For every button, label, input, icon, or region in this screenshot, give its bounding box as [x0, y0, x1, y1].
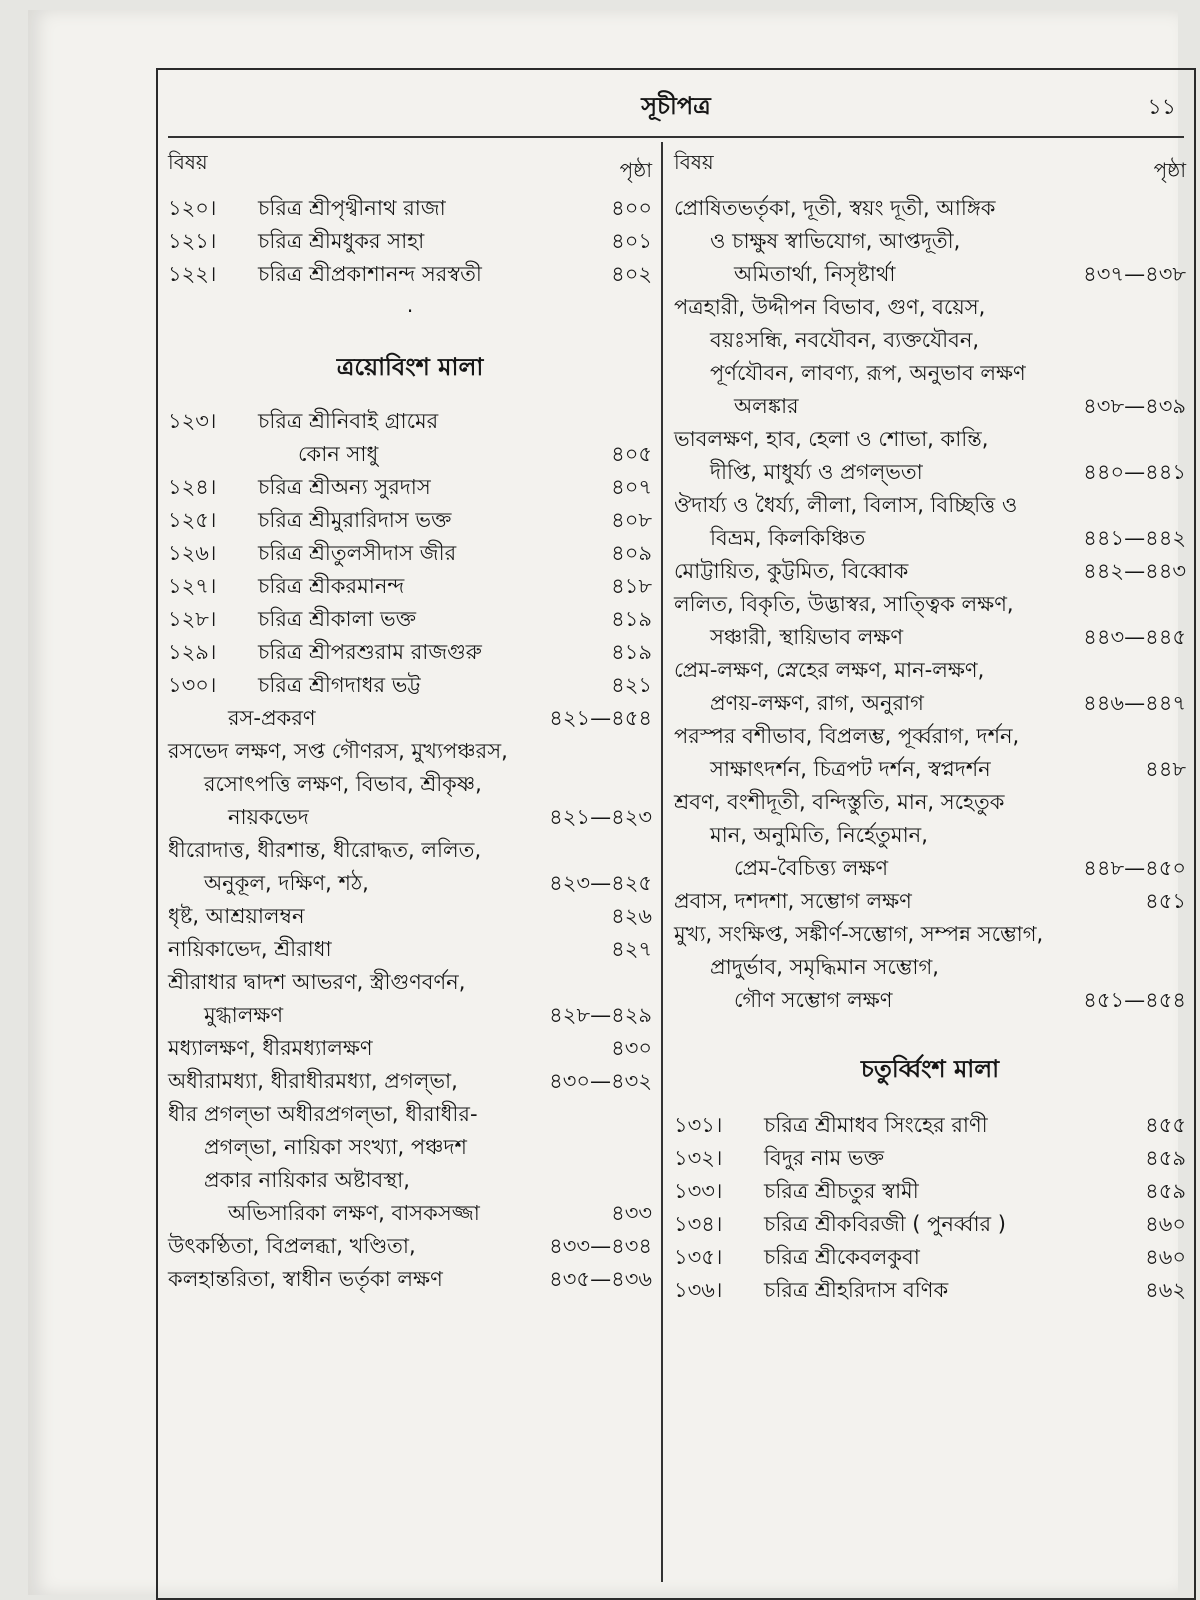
subject-label: বিষয় [168, 150, 208, 174]
topic-entry [168, 1230, 652, 1263]
chapter-number: ১৩২। [674, 1146, 723, 1170]
topic-page: ৪৩৭—৪৩৮ [1083, 262, 1186, 286]
chapter-title: চরিত্র শ্রীমধুকর সাহা [258, 229, 425, 253]
topic-page: ৪২১—৪৫৪ [549, 706, 652, 730]
topic-text: অলঙ্কার [734, 394, 799, 418]
chapter-page: ৪৬২ [1145, 1278, 1186, 1302]
chapter-title: চরিত্র শ্রীতুলসীদাস জীর [258, 541, 457, 565]
topic-line [674, 456, 1186, 489]
topic-text: রস-প্রকরণ [228, 706, 316, 730]
topic-page: ৪৩৩ [611, 1201, 652, 1225]
topic-line [168, 1197, 652, 1230]
chapter-title: চরিত্র শ্রীপ্রকাশানন্দ সরস্বতী [258, 262, 482, 286]
chapter-title: চরিত্র শ্রীমাধব সিংহের রাণী [764, 1113, 988, 1137]
topic-line [674, 852, 1186, 885]
topic-text: বিভ্রম, কিলকিঞ্চিত [710, 526, 866, 550]
section-title-23: ত্রয়োবিংশ মালা [336, 353, 484, 381]
chapter-page: ৪২১ [611, 673, 652, 697]
chapter-row [168, 504, 652, 537]
topic-entry [168, 1032, 652, 1065]
topic-line [674, 753, 1186, 786]
topic-line: প্রেম-লক্ষণ, স্নেহের লক্ষণ, মান-লক্ষণ, [674, 658, 985, 682]
chapter-number: ১২০। [168, 196, 217, 220]
chapter-number: ১২৫। [168, 508, 217, 532]
right-column [674, 148, 1186, 1307]
topic-text: প্রবাস, দশদশা, সম্ভোগ লক্ষণ [674, 889, 912, 913]
topic-page: ৪৩৮—৪৩৯ [1083, 394, 1186, 418]
topic-line: প্রাদুর্ভাব, সমৃদ্ধিমান সম্ভোগ, [710, 955, 939, 979]
topic-text: নায়কভেদ [228, 805, 309, 829]
column-divider [661, 142, 663, 1582]
topic-page: ৪২১—৪২৩ [549, 805, 652, 829]
chapter-number: ১৩০। [168, 673, 217, 697]
subject-label: বিষয় [674, 150, 714, 174]
chapter-row [168, 570, 652, 603]
chapter-number: ১২৩। [168, 409, 217, 433]
chapter-page: ৪৬০ [1145, 1245, 1186, 1269]
chapter-title: চরিত্র শ্রীনিবাই গ্রামের [258, 409, 439, 433]
content-frame [156, 68, 1196, 1600]
topic-line [674, 390, 1186, 423]
topic-entry [674, 555, 1186, 588]
topic-text: প্রণয়-লক্ষণ, রাগ, অনুরাগ [710, 691, 924, 715]
topic-line [674, 522, 1186, 555]
chapter-page: ৪০১ [611, 229, 652, 253]
chapter-title: চরিত্র শ্রীহরিদাস বণিক [764, 1278, 949, 1302]
topic-text: সাক্ষাৎদর্শন, চিত্রপট দর্শন, স্বপ্নদর্শন [710, 757, 991, 781]
right-column-header [674, 148, 1186, 192]
topic-page: ৪২৭ [611, 937, 652, 961]
chapter-row [674, 1274, 1186, 1307]
topic-entry [168, 1098, 652, 1230]
topic-entry [674, 588, 1186, 654]
chapter-row [168, 669, 652, 702]
topic-line [674, 555, 1186, 588]
topic-line: ভাবলক্ষণ, হাব, হেলা ও শোভা, কান্তি, [674, 427, 989, 451]
chapter-title: চরিত্র শ্রীপৃথ্বীনাথ রাজা [258, 196, 446, 220]
topic-line: ধীর প্রগল্ভা অধীরপ্রগল্ভা, ধীরাধীর- [168, 1102, 478, 1126]
chapter-title: চরিত্র শ্রীকালা ভক্ত [258, 607, 417, 631]
chapter-row [168, 471, 652, 504]
topic-entry [674, 489, 1186, 555]
chapter-row [674, 1109, 1186, 1142]
chapter-row [168, 192, 652, 225]
topic-line [168, 1065, 652, 1098]
topic-line [168, 1230, 652, 1263]
chapter-number: ১৩৫। [674, 1245, 723, 1269]
topic-text: মোট্টায়িত, কুট্টমিত, বিব্বোক [674, 559, 909, 583]
topic-entry [168, 834, 652, 900]
topic-line [168, 867, 652, 900]
chapter-title: চরিত্র শ্রীচতুর স্বামী [764, 1179, 919, 1203]
book-page [28, 10, 1186, 1595]
topic-page: ৪৪৩—৪৪৫ [1083, 625, 1186, 649]
topic-entry [168, 1263, 652, 1296]
topic-entry [674, 918, 1186, 1017]
chapter-row-cont [168, 438, 652, 471]
page-title: সূচীপত্র [641, 92, 711, 120]
topic-text: দীপ্তি, মাধুর্য্য ও প্রগল্ভতা [710, 460, 923, 484]
chapter-title: চরিত্র শ্রীমুরারিদাস ভক্ত [258, 508, 452, 532]
chapter-row [168, 258, 652, 291]
chapter-title-cont: কোন সাধু [298, 442, 379, 466]
chapter-number: ১৩৪। [674, 1212, 723, 1236]
topic-line: প্রগল্ভা, নায়িকা সংখ্যা, পঞ্চদশ [204, 1135, 467, 1159]
topic-entry [168, 735, 652, 834]
left-column [168, 148, 652, 1296]
topic-line [168, 702, 652, 735]
topic-entry [168, 702, 652, 735]
chapter-page: ৪৫৯ [1145, 1146, 1186, 1170]
topic-page: ৪৫১—৪৫৪ [1083, 988, 1186, 1012]
topic-line: ও চাক্ষুষ স্বাভিযোগ, আপ্তদূতী, [710, 229, 961, 253]
topic-line [168, 1263, 652, 1296]
page-header [158, 82, 1194, 122]
topic-line: পরস্পর বশীভাব, বিপ্রলম্ভ, পূর্ব্বরাগ, দর্শন, [674, 724, 1020, 748]
topic-text: গৌণ সম্ভোগ লক্ষণ [734, 988, 893, 1012]
chapter-row [168, 537, 652, 570]
chapter-title: চরিত্র শ্রীকবিরজী ( পুনর্ব্বার ) [764, 1212, 1006, 1236]
topic-line: রসভেদ লক্ষণ, সপ্ত গৌণরস, মুখ্যপঞ্চরস, [168, 739, 508, 763]
left-column-header [168, 148, 652, 192]
topic-page: ৪৪৮ [1145, 757, 1186, 781]
topic-line: প্রোষিতভর্তৃকা, দূতী, স্বয়ং দূতী, আঙ্গিক [674, 196, 996, 220]
topic-entry [674, 654, 1186, 720]
topic-text: অভিসারিকা লক্ষণ, বাসকসজ্জা [228, 1201, 480, 1225]
chapter-number: ১২৭। [168, 574, 217, 598]
separator-dot: · [406, 299, 414, 323]
chapter-title: বিদুর নাম ভক্ত [764, 1146, 884, 1170]
topic-line [674, 621, 1186, 654]
topic-entry [168, 1065, 652, 1098]
topic-line [168, 933, 652, 966]
topic-text: নায়িকাভেদ, শ্রীরাধা [168, 937, 332, 961]
topic-page: ৪৫১ [1145, 889, 1186, 913]
chapter-page: ৪০৯ [611, 541, 652, 565]
topic-line [674, 687, 1186, 720]
chapter-number: ১৩৩। [674, 1179, 723, 1203]
topic-line: বয়ঃসন্ধি, নবযৌবন, ব্যক্তযৌবন, [710, 328, 980, 352]
chapter-row [168, 603, 652, 636]
chapter-page: ৪৫৫ [1145, 1113, 1186, 1137]
topic-entry [674, 720, 1186, 786]
topic-text: প্রেম-বৈচিত্ত্য লক্ষণ [734, 856, 889, 880]
topic-text: ধৃষ্ট, আশ্রয়ালম্বন [168, 904, 305, 928]
chapter-row [674, 1142, 1186, 1175]
topic-line [168, 900, 652, 933]
topic-line [674, 885, 1186, 918]
chapter-page: ৪১৯ [611, 607, 652, 631]
topic-text: মুগ্ধালক্ষণ [204, 1003, 284, 1027]
chapter-page: ৪৫৯ [1145, 1179, 1186, 1203]
topic-line [168, 1032, 652, 1065]
topic-line: প্রকার নায়িকার অষ্টাবস্থা, [204, 1168, 410, 1192]
topic-page: ৪২৬ [611, 904, 652, 928]
chapter-page: ৪০০ [611, 196, 652, 220]
chapter-row [674, 1241, 1186, 1274]
topic-entry [674, 192, 1186, 291]
topic-text: সঞ্চারী, স্থায়িভাব লক্ষণ [710, 625, 904, 649]
topic-page: ৪৪০—৪৪১ [1083, 460, 1186, 484]
chapter-page: ৪৬০ [1145, 1212, 1186, 1236]
chapter-number: ১২৮। [168, 607, 217, 631]
topic-entry [674, 885, 1186, 918]
chapter-row [674, 1208, 1186, 1241]
topic-line [168, 999, 652, 1032]
chapter-page: ৪০৮ [611, 508, 652, 532]
chapter-row [168, 636, 652, 669]
chapter-row [674, 1175, 1186, 1208]
topic-entry [674, 423, 1186, 489]
topic-line: ধীরোদাত্ত, ধীরশান্ত, ধীরোদ্ধত, ললিত, [168, 838, 482, 862]
topic-line [674, 984, 1186, 1017]
topic-text: অধীরামধ্যা, ধীরাধীরমধ্যা, প্রগল্ভা, [168, 1069, 458, 1093]
chapter-page: ৪১৯ [611, 640, 652, 664]
topic-text: অনুকূল, দক্ষিণ, শঠ, [204, 871, 369, 895]
chapter-number: ১২১। [168, 229, 217, 253]
topic-entry [168, 900, 652, 933]
topic-page: ৪২৮—৪২৯ [549, 1003, 652, 1027]
topic-page: ৪৪২—৪৪৩ [1083, 559, 1186, 583]
topic-page: ৪৩৩—৪৩৪ [549, 1234, 652, 1258]
section-title-24: চতুর্ব্বিংশ মালা [860, 1055, 1000, 1083]
chapter-page: ৪০৭ [611, 475, 652, 499]
chapter-number: ১২৪। [168, 475, 217, 499]
chapter-page: ৪০২ [611, 262, 652, 286]
topic-entry [168, 933, 652, 966]
topic-page: ৪২৩—৪২৫ [549, 871, 652, 895]
chapter-row [168, 405, 652, 438]
topic-line: মান, অনুমিতি, নির্হেতুমান, [710, 823, 928, 847]
topic-entry [674, 786, 1186, 885]
chapter-number: ১৩১। [674, 1113, 723, 1137]
chapter-title: চরিত্র শ্রীগদাধর ভট্ট [258, 673, 421, 697]
page-label: পৃষ্ঠা [619, 158, 652, 182]
chapter-title: চরিত্র শ্রীকেবলকুবা [764, 1245, 920, 1269]
topic-line: পূর্ণযৌবন, লাবণ্য, রূপ, অনুভাব লক্ষণ [710, 361, 1026, 385]
topic-line: শ্রবণ, বংশীদূতী, বন্দিস্তুতি, মান, সহেতুক [674, 790, 1005, 814]
topic-page: ৪৪৮—৪৫০ [1083, 856, 1186, 880]
topic-line: শ্রীরাধার দ্বাদশ আভরণ, স্ত্রীগুণবর্ণন, [168, 970, 466, 994]
chapter-title: চরিত্র শ্রীকরমানন্দ [258, 574, 405, 598]
page-number: ১১ [1147, 95, 1176, 120]
topic-line: ঔদার্য্য ও ধৈর্য্য, লীলা, বিলাস, বিচ্ছিত্তি ও [674, 493, 1018, 517]
topic-text: কলহান্তরিতা, স্বাধীন ভর্তৃকা লক্ষণ [168, 1267, 443, 1291]
topic-line: পত্রহারী, উদ্দীপন বিভাব, গুণ, বয়েস, [674, 295, 986, 319]
chapter-title: চরিত্র শ্রীপরশুরাম রাজগুরু [258, 640, 482, 664]
topic-page: ৪৪৬—৪৪৭ [1083, 691, 1186, 715]
chapter-title: চরিত্র শ্রীঅন্য সুরদাস [258, 475, 431, 499]
chapter-number: ১২৯। [168, 640, 217, 664]
topic-text: অমিতার্থা, নিসৃষ্টার্থা [734, 262, 896, 286]
topic-page: ৪৩৫—৪৩৬ [549, 1267, 652, 1291]
topic-page: ৪৩০ [611, 1036, 652, 1060]
topic-line [674, 258, 1186, 291]
chapter-page: ৪১৮ [611, 574, 652, 598]
topic-line: ললিত, বিকৃতি, উদ্ভাস্বর, সাত্ত্বিক লক্ষণ, [674, 592, 1014, 616]
chapter-page: ৪০৫ [611, 442, 652, 466]
topic-entry [168, 966, 652, 1032]
chapter-number: ১৩৬। [674, 1278, 723, 1302]
topic-line [168, 801, 652, 834]
chapter-row [168, 225, 652, 258]
topic-page: ৪৪১—৪৪২ [1083, 526, 1186, 550]
page-label: পৃষ্ঠা [1153, 158, 1186, 182]
topic-line: মুখ্য, সংক্ষিপ্ত, সঙ্কীর্ণ-সম্ভোগ, সম্পন্ন সম্ভোগ, [674, 922, 1044, 946]
header-rule [168, 136, 1184, 138]
chapter-number: ১২৬। [168, 541, 217, 565]
topic-page: ৪৩০—৪৩২ [549, 1069, 652, 1093]
chapter-number: ১২২। [168, 262, 217, 286]
topic-line: রসোৎপত্তি লক্ষণ, বিভাব, শ্রীকৃষ্ণ, [204, 772, 482, 796]
topic-entry [674, 291, 1186, 423]
topic-text: মধ্যালক্ষণ, ধীরমধ্যালক্ষণ [168, 1036, 373, 1060]
topic-text: উৎকণ্ঠিতা, বিপ্রলব্ধা, খণ্ডিতা, [168, 1234, 416, 1258]
